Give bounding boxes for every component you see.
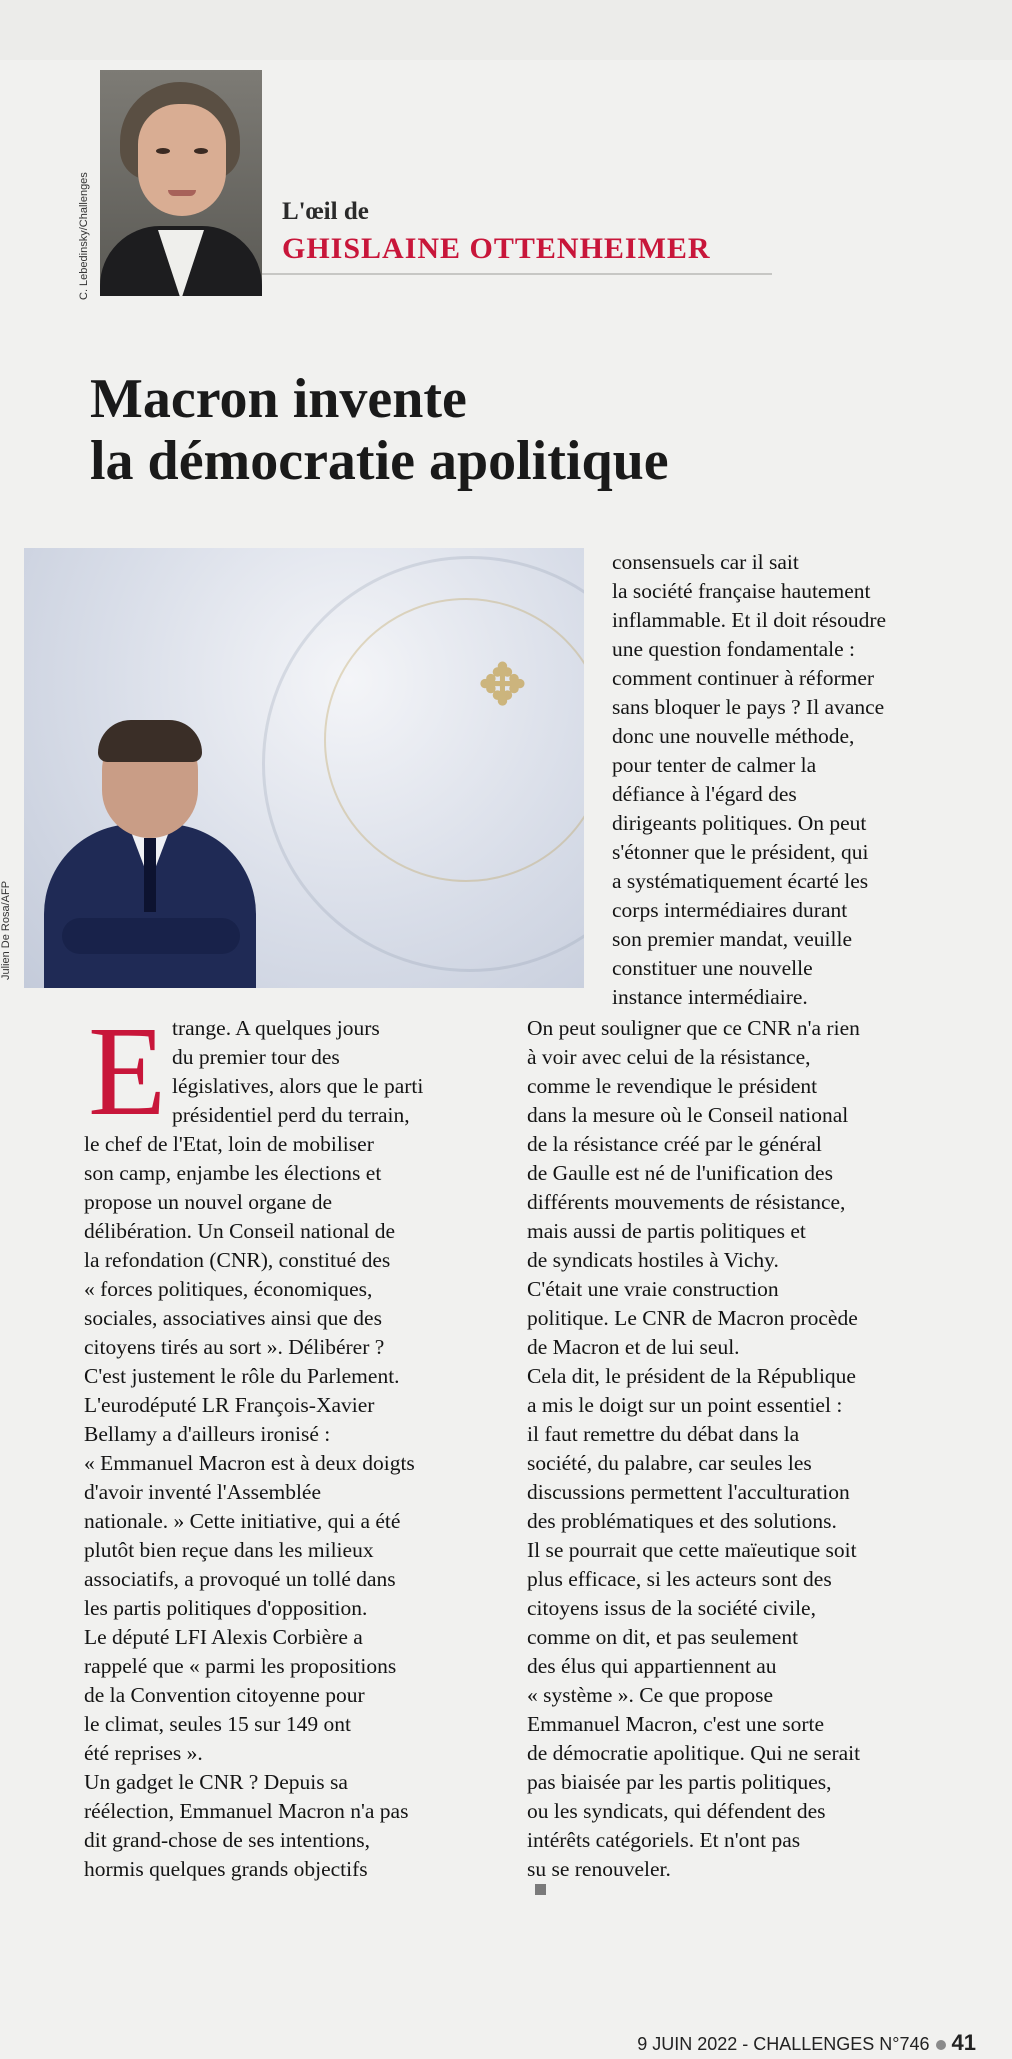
text-line: sans bloquer le pays ? Il avance	[612, 695, 885, 719]
text-line: ou les syndicats, qui défendent des	[527, 1799, 826, 1823]
text-line: « forces politiques, économiques,	[84, 1277, 373, 1301]
text-line: Il se pourrait que cette maïeutique soit	[527, 1538, 857, 1562]
text-line: le climat, seules 15 sur 149 ont	[84, 1712, 351, 1736]
text-line: intérêts catégoriels. Et n'ont pas	[527, 1828, 801, 1852]
text-line: « système ». Ce que propose	[527, 1683, 774, 1707]
page-number: 41	[951, 2030, 976, 2055]
text-line: « Emmanuel Macron est à deux doigts	[84, 1451, 415, 1475]
text-line: dit grand-chose de ses intentions,	[84, 1828, 371, 1852]
text-line: les partis politiques d'opposition.	[84, 1596, 368, 1620]
text-line: à voir avec celui de la résistance,	[527, 1045, 811, 1069]
text-line: instance intermédiaire.	[612, 985, 808, 1009]
byline-name: GHISLAINE OTTENHEIMER	[282, 232, 711, 265]
text-line: Bellamy a d'ailleurs ironisé :	[84, 1422, 331, 1446]
text-line: associatifs, a provoqué un tollé dans	[84, 1567, 396, 1591]
text-line: d'avoir inventé l'Assemblée	[84, 1480, 322, 1504]
text-line: le chef de l'Etat, loin de mobiliser	[84, 1132, 374, 1156]
portrait-credit: C. Lebedinsky/Challenges	[78, 172, 90, 300]
paragraph-lines	[527, 1014, 997, 1895]
text-line: de la résistance créé par le général	[527, 1132, 822, 1156]
text-line: L'eurodéputé LR François-Xavier	[84, 1393, 375, 1417]
article-headline	[90, 368, 790, 492]
byline-divider	[262, 273, 772, 275]
text-line: citoyens issus de la société civile,	[527, 1596, 816, 1620]
text-line: On peut souligner que ce CNR n'a rien	[527, 1016, 860, 1040]
article-column-right-bottom	[527, 1014, 997, 1895]
text-line: discussions permettent l'acculturation	[527, 1480, 850, 1504]
text-line: comme le revendique le président	[527, 1074, 818, 1098]
text-line: de syndicats hostiles à Vichy.	[527, 1248, 779, 1272]
page-footer	[637, 2030, 976, 2056]
text-line: C'était une vraie construction	[527, 1277, 779, 1301]
text-line: pas biaisée par les partis politiques,	[527, 1770, 832, 1794]
text-line: donc une nouvelle méthode,	[612, 724, 855, 748]
text-line: dirigeants politiques. On peut	[612, 811, 867, 835]
text-line: différents mouvements de résistance,	[527, 1190, 846, 1214]
text-line: une question fondamentale :	[612, 637, 855, 661]
text-line: Emmanuel Macron, c'est une sorte	[527, 1712, 825, 1736]
text-line: hormis quelques grands objectifs	[84, 1857, 368, 1881]
author-portrait	[100, 70, 262, 296]
text-line: citoyens tirés au sort ». Délibérer ?	[84, 1335, 385, 1359]
text-line: corps intermédiaires durant	[612, 898, 848, 922]
text-line: consensuels car il sait	[612, 550, 799, 574]
hero-photo	[24, 548, 584, 988]
header-band	[0, 0, 1012, 60]
text-line: mais aussi de partis politiques et	[527, 1219, 806, 1243]
text-line: été reprises ».	[84, 1741, 203, 1765]
footer-issue: 9 JUIN 2022 - CHALLENGES N°746	[637, 2034, 930, 2054]
headline-line-2: la démocratie apolitique	[90, 430, 669, 492]
text-line: plus efficace, si les acteurs sont des	[527, 1567, 832, 1591]
drop-cap: E	[88, 1000, 167, 1142]
text-line: dans la mesure où le Conseil national	[527, 1103, 849, 1127]
text-line: de Gaulle est né de l'unification des	[527, 1161, 833, 1185]
text-line: il faut remettre du débat dans la	[527, 1422, 800, 1446]
text-line: plutôt bien reçue dans les milieux	[84, 1538, 374, 1562]
text-line: la société française hautement	[612, 579, 871, 603]
paragraph-lines	[612, 548, 992, 1012]
bullet-icon	[936, 2040, 946, 2050]
text-line: C'est justement le rôle du Parlement.	[84, 1364, 400, 1388]
text-line: constituer une nouvelle	[612, 956, 813, 980]
byline-prefix: L'œil de	[282, 198, 369, 225]
text-line: son premier mandat, veuille	[612, 927, 853, 951]
text-line: des problématiques et des solutions.	[527, 1509, 837, 1533]
text-line: Le député LFI Alexis Corbière a	[84, 1625, 363, 1649]
text-line: de la Convention citoyenne pour	[84, 1683, 365, 1707]
text-line: son camp, enjambe les élections et	[84, 1161, 382, 1185]
text-line: défiance à l'égard des	[612, 782, 797, 806]
article-column-right-top	[612, 548, 992, 1012]
hero-credit: Julien De Rosa/AFP	[0, 880, 12, 980]
text-line: de Macron et de lui seul.	[527, 1335, 740, 1359]
end-mark-icon	[535, 1884, 546, 1895]
text-line: comme on dit, et pas seulement	[527, 1625, 799, 1649]
text-line: législatives, alors que le parti	[172, 1074, 424, 1098]
text-line: présidentiel perd du terrain,	[172, 1103, 410, 1127]
headline-line-1: Macron invente	[90, 368, 467, 430]
text-line: nationale. » Cette initiative, qui a été	[84, 1509, 401, 1533]
text-line: su se renouveler.	[527, 1855, 997, 1895]
text-line: du premier tour des	[172, 1045, 340, 1069]
text-line: Cela dit, le président de la République	[527, 1364, 856, 1388]
text-line: réélection, Emmanuel Macron n'a pas	[84, 1799, 409, 1823]
text-line: délibération. Un Conseil national de	[84, 1219, 396, 1243]
text-line: trange. A quelques jours	[172, 1016, 380, 1040]
republique-seal-icon: ✥	[479, 655, 526, 717]
text-line: Un gadget le CNR ? Depuis sa	[84, 1770, 348, 1794]
text-line: propose un nouvel organe de	[84, 1190, 332, 1214]
article-column-left	[84, 1000, 514, 1884]
text-line: de démocratie apolitique. Qui ne serait	[527, 1741, 861, 1765]
text-line: pour tenter de calmer la	[612, 753, 817, 777]
text-line: a mis le doigt sur un point essentiel :	[527, 1393, 843, 1417]
text-line: inflammable. Et il doit résoudre	[612, 608, 887, 632]
text-line: rappelé que « parmi les propositions	[84, 1654, 397, 1678]
text-line: sociales, associatives ainsi que des	[84, 1306, 382, 1330]
text-line: société, du palabre, car seules les	[527, 1451, 812, 1475]
text-line: la refondation (CNR), constitué des	[84, 1248, 391, 1272]
text-line: s'étonner que le président, qui	[612, 840, 869, 864]
text-line: comment continuer à réformer	[612, 666, 875, 690]
paragraph-lines	[84, 1000, 514, 1884]
text-line: a systématiquement écarté les	[612, 869, 869, 893]
text-line: des élus qui appartiennent au	[527, 1654, 777, 1678]
text-line: politique. Le CNR de Macron procède	[527, 1306, 858, 1330]
